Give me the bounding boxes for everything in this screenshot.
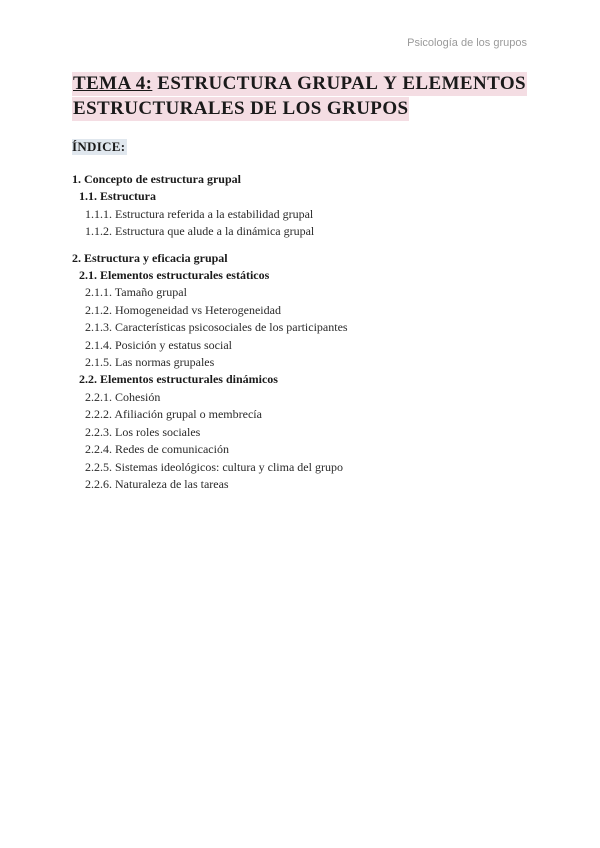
toc-item: 2.2.1. Cohesión [85,389,161,404]
table-of-contents [72,171,532,493]
toc-item: 2.1.3. Características psicosociales de los participantes [85,320,348,335]
toc-subsection: 2.1. Elementos estructurales estáticos [79,268,270,283]
toc-item: 2.1.4. Posición y estatus social [85,337,232,352]
title-word: ELEMENTOS [402,73,526,94]
toc-section: 2. Estructura y eficacia grupal [72,250,228,265]
toc-item: 2.1.2. Homogeneidad vs Heterogeneidad [85,302,281,317]
title-word: ESTRUCTURA [157,73,293,94]
title-prefix: TEMA 4: [73,73,153,94]
toc-item: 2.2.2. Afiliación grupal o membrecía [85,407,262,422]
toc-item: 2.2.4. Redes de comunicación [85,442,229,457]
running-header: Psicología de los grupos [407,37,527,49]
title-line-1 [72,72,527,96]
toc-item: 2.2.5. Sistemas ideológicos: cultura y clima del grupo [85,459,343,474]
toc-item: 2.2.6. Naturaleza de las tareas [85,476,229,491]
title-word: Y [383,73,398,94]
title-line-2: ESTRUCTURALES DE LOS GRUPOS [73,98,409,119]
toc-item: 1.1.2. Estructura que alude a la dinámica grupal [85,224,315,239]
toc-item: 1.1.1. Estructura referida a la estabilidad grupal [85,206,314,221]
title-word: GRUPAL [297,73,379,94]
toc-item: 2.1.1. Tamaño grupal [85,285,187,300]
toc-section: 1. Concepto de estructura grupal [72,172,241,186]
index-heading: ÍNDICE: [72,139,126,154]
toc-subsection: 2.2. Elementos estructurales dinámicos [79,372,278,387]
document-title [72,72,527,121]
toc-item: 2.1.5. Las normas grupales [85,355,215,370]
toc-item: 2.2.3. Los roles sociales [85,424,201,439]
toc-subsection: 1.1. Estructura [79,189,156,204]
